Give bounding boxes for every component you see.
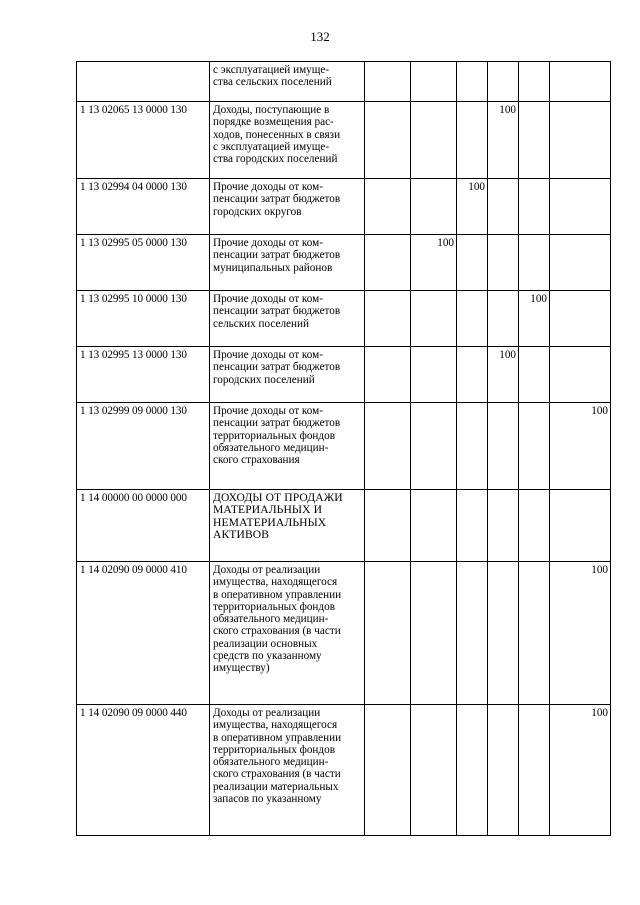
- revenue-name-cell: Доходы от реализации имущества, находящегося в оперативном управлении территориальных фондов обязательного медицин- ского страхования (в части реализации основных средств по указанному имуществу): [210, 562, 365, 705]
- revenue-name-cell: Доходы от реализации имущества, находящегося в оперативном управлении территориальных фондов обязательного медицин- ского страхования (в части реализации материальных запасов по указанному: [210, 705, 365, 836]
- table-row: [77, 403, 611, 490]
- budget-code-cell: 1 14 00000 00 0000 000: [77, 490, 210, 562]
- norm-value-cell: [457, 403, 488, 490]
- norm-value-cell: [411, 705, 457, 836]
- norm-value-cell: [457, 562, 488, 705]
- revenue-name-cell: ДОХОДЫ ОТ ПРОДАЖИ МАТЕРИАЛЬНЫХ И НЕМАТЕРИАЛЬНЫХ АКТИВОВ: [210, 490, 365, 562]
- revenue-name-cell: Прочие доходы от ком- пенсации затрат бюджетов муниципальных районов: [210, 235, 365, 291]
- revenue-name-cell: Прочие доходы от ком- пенсации затрат бюджетов сельских поселений: [210, 291, 365, 347]
- norm-value-cell: [550, 347, 611, 403]
- revenue-name-cell: с эксплуатацией имуще- ства сельских поселений: [210, 62, 365, 102]
- norm-value-cell: [457, 291, 488, 347]
- norm-value-cell: [519, 62, 550, 102]
- table-row: [77, 62, 611, 102]
- norm-value-cell: 100: [488, 347, 519, 403]
- table-body: [77, 62, 611, 836]
- table-row: [77, 705, 611, 836]
- budget-code-cell: 1 13 02995 05 0000 130: [77, 235, 210, 291]
- norm-value-cell: [365, 490, 411, 562]
- norm-value-cell: [457, 347, 488, 403]
- norm-value-cell: [519, 562, 550, 705]
- norm-value-cell: [550, 62, 611, 102]
- norm-value-cell: 100: [550, 562, 611, 705]
- norm-value-cell: [519, 705, 550, 836]
- norm-value-cell: [365, 347, 411, 403]
- budget-code-cell: 1 14 02090 09 0000 440: [77, 705, 210, 836]
- norm-value-cell: [365, 235, 411, 291]
- norm-value-cell: [411, 291, 457, 347]
- norm-value-cell: [488, 179, 519, 235]
- norm-value-cell: [411, 179, 457, 235]
- revenue-name-cell: Доходы, поступающие в порядке возмещения рас- ходов, понесенных в связи с эксплуатацией имуще- ства городских поселений: [210, 102, 365, 179]
- norm-value-cell: [411, 403, 457, 490]
- norm-value-cell: [365, 403, 411, 490]
- revenue-name-cell: Прочие доходы от ком- пенсации затрат бюджетов городских поселений: [210, 347, 365, 403]
- norm-value-cell: [488, 562, 519, 705]
- norm-value-cell: [519, 347, 550, 403]
- table-row: [77, 562, 611, 705]
- norm-value-cell: [365, 102, 411, 179]
- table-row: [77, 490, 611, 562]
- norm-value-cell: [488, 490, 519, 562]
- norm-value-cell: 100: [457, 179, 488, 235]
- norm-value-cell: [457, 102, 488, 179]
- norm-value-cell: [411, 102, 457, 179]
- norm-value-cell: [365, 291, 411, 347]
- norm-value-cell: [488, 705, 519, 836]
- norm-value-cell: 100: [488, 102, 519, 179]
- budget-code-cell: 1 13 02994 04 0000 130: [77, 179, 210, 235]
- table-row: [77, 102, 611, 179]
- norm-value-cell: [365, 562, 411, 705]
- norm-value-cell: [457, 235, 488, 291]
- norm-value-cell: [550, 102, 611, 179]
- norm-value-cell: [488, 235, 519, 291]
- norm-value-cell: [488, 291, 519, 347]
- norm-value-cell: [519, 235, 550, 291]
- budget-code-cell: 1 14 02090 09 0000 410: [77, 562, 210, 705]
- norm-value-cell: [457, 62, 488, 102]
- norm-value-cell: [519, 490, 550, 562]
- budget-code-cell: 1 13 02995 13 0000 130: [77, 347, 210, 403]
- norm-value-cell: [365, 179, 411, 235]
- table-row: [77, 179, 611, 235]
- norm-value-cell: [488, 62, 519, 102]
- norm-value-cell: [550, 235, 611, 291]
- revenue-table: [76, 61, 611, 836]
- norm-value-cell: [411, 347, 457, 403]
- norm-value-cell: 100: [519, 291, 550, 347]
- budget-code-cell: 1 13 02995 10 0000 130: [77, 291, 210, 347]
- revenue-name-cell: Прочие доходы от ком- пенсации затрат бюджетов городских округов: [210, 179, 365, 235]
- norm-value-cell: [550, 490, 611, 562]
- norm-value-cell: [519, 102, 550, 179]
- budget-code-cell: 1 13 02999 09 0000 130: [77, 403, 210, 490]
- norm-value-cell: [411, 562, 457, 705]
- revenue-name-cell: Прочие доходы от ком- пенсации затрат бюджетов территориальных фондов обязательного медицин- ского страхования: [210, 403, 365, 490]
- norm-value-cell: [365, 62, 411, 102]
- norm-value-cell: 100: [411, 235, 457, 291]
- norm-value-cell: [411, 490, 457, 562]
- norm-value-cell: [550, 179, 611, 235]
- norm-value-cell: [488, 403, 519, 490]
- page-number: 132: [310, 29, 330, 44]
- budget-code-cell: [77, 62, 210, 102]
- norm-value-cell: [550, 291, 611, 347]
- norm-value-cell: [457, 705, 488, 836]
- norm-value-cell: [519, 403, 550, 490]
- norm-value-cell: [411, 62, 457, 102]
- budget-code-cell: 1 13 02065 13 0000 130: [77, 102, 210, 179]
- table-row: [77, 291, 611, 347]
- norm-value-cell: [457, 490, 488, 562]
- table-row: [77, 235, 611, 291]
- norm-value-cell: 100: [550, 705, 611, 836]
- norm-value-cell: [365, 705, 411, 836]
- table-row: [77, 347, 611, 403]
- norm-value-cell: 100: [550, 403, 611, 490]
- norm-value-cell: [519, 179, 550, 235]
